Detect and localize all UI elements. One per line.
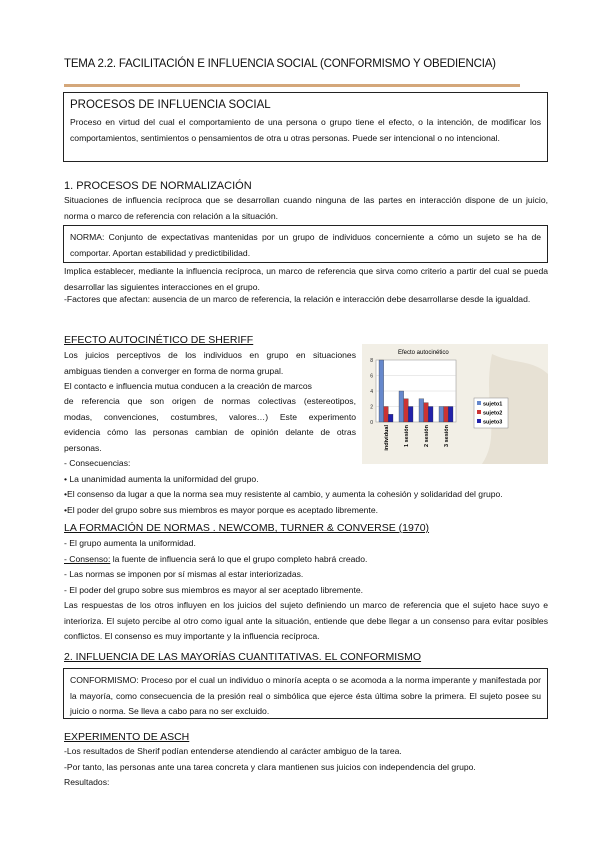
bullet-item: •El poder del grupo sobre sus miembros es mayor porque es aceptado libremente. <box>64 504 378 515</box>
legend-swatch <box>477 419 481 423</box>
y-tick-label: 2 <box>370 404 373 411</box>
sherif-line: personas. <box>64 442 102 453</box>
y-tick-label: 4 <box>370 389 373 395</box>
asch-heading: EXPERIMENTO DE ASCH <box>64 731 190 743</box>
bar-sujeto1 <box>419 399 424 422</box>
bar-sujeto3 <box>428 407 433 423</box>
bar-sujeto3 <box>388 414 393 422</box>
sec1-p1: Implica establecer, mediante la influencia recíproca, un marco de referencia que sirva como criterio a partir del cual se pueda desarrollar las siguientes interacciones en el grupo. <box>64 266 548 292</box>
title-divider <box>64 84 520 87</box>
bar-sujeto2 <box>424 403 429 422</box>
sherif-line: de referencia que son origen de normas colectivas (estereotipos, <box>64 396 356 406</box>
norma-box <box>63 225 548 263</box>
x-tick-label: 2 sesión <box>424 425 430 448</box>
formacion-item: - El grupo aumenta la uniformidad. <box>64 538 196 548</box>
formacion-item: - Las normas se imponen por sí mismas al estar interiorizadas. <box>64 569 304 579</box>
bar-sujeto2 <box>444 407 449 423</box>
x-tick-label: 3 sesión <box>444 425 450 448</box>
sherif-line: modas, convenciones, costumbres, valores…) Este experimento <box>64 411 356 422</box>
sec1-intro: Situaciones de influencia recíproca que se desarrollan cuando ninguna de las partes en interacción dispone de un juicio, norma o marco de referencia con relación a la situación. <box>64 195 548 221</box>
sherif-line: El contacto e influencia mutua conducen a la creación de marcos <box>64 381 312 391</box>
formacion-paragraph: Las respuestas de los otros influyen en los juicios del sujeto definiendo un marco de referencia que el sujeto hace suyo e interioriza. El sujeto percibe al otro como igual ante la situación, entiende que debe llegar a un consenso para evitar posibles conflictos. El consenso es muy importante y la influencia recíproca. <box>64 600 548 641</box>
bar-sujeto1 <box>439 407 444 423</box>
bullet-item: • La unanimidad aumenta la uniformidad del grupo. <box>64 473 259 484</box>
bar-sujeto3 <box>408 407 413 423</box>
autocinetico-chart <box>362 344 548 464</box>
consenso-label: - Consenso: <box>64 553 111 564</box>
page-title: TEMA 2.2. FACILITACIÓN E INFLUENCIA SOCIAL (CONFORMISMO Y OBEDIENCIA) <box>64 58 496 70</box>
x-tick-label: 1 sesión <box>404 425 410 448</box>
formacion-item <box>64 552 548 568</box>
sec2-heading: 2. INFLUENCIA DE LAS MAYORÍAS CUANTITATIVAS. EL CONFORMISMO <box>64 651 422 663</box>
sherif-line: ambiguas tienden a converger en forma de norma grupal. <box>64 365 284 376</box>
legend-swatch <box>477 401 481 405</box>
legend-label: sujeto3 <box>483 419 503 426</box>
sec1-p2: -Factores que afectan: ausencia de un marco de referencia, la relación e interacción debe desarrollarse desde la igualdad. <box>64 294 531 304</box>
consenso-text: la fuente de influencia será lo que el grupo completo habrá creado. <box>110 553 368 564</box>
y-tick-label: 8 <box>370 358 373 364</box>
asch-item: -Los resultados de Sherif podían entenderse atendiendo al carácter ambiguo de la tarea. <box>64 746 402 756</box>
formacion-heading: LA FORMACIÓN DE NORMAS . NEWCOMB, TURNER & CONVERSE (1970) <box>64 522 430 534</box>
bar-sujeto1 <box>379 360 384 422</box>
procesos-text: Proceso en virtud del cual el comportamiento de una persona o grupo tiene el efecto, o la intención, de modificar los comportamientos, sentimientos o pensamientos de otra u otras personas. Puede ser intencional o no intencional. <box>70 117 541 143</box>
y-tick-label: 6 <box>370 373 373 380</box>
procesos-box <box>63 92 548 162</box>
bullet-item: •El consenso da lugar a que la norma sea muy resistente al cambio, y aumenta la cohesión y solidaridad del grupo. <box>64 489 503 499</box>
bar-sujeto1 <box>399 391 404 422</box>
formacion-list <box>64 536 548 645</box>
sherif-line: evidencia cómo las personas cambian de opinión delante de otras <box>64 427 356 437</box>
asch-results-label: Resultados: <box>64 777 110 787</box>
conformismo-box <box>63 668 548 719</box>
procesos-heading: PROCESOS DE INFLUENCIA SOCIAL <box>70 99 271 111</box>
legend-label: sujeto2 <box>483 410 503 417</box>
bar-sujeto3 <box>448 407 453 423</box>
consecuencias-label: - Consecuencias: <box>64 458 131 468</box>
y-tick-label: 0 <box>370 420 373 426</box>
sherif-text <box>64 348 356 395</box>
bar-sujeto2 <box>384 407 389 423</box>
legend-label: sujeto1 <box>483 401 503 408</box>
chart-legend <box>474 398 508 428</box>
x-tick-label: individual <box>384 425 390 451</box>
asch-list <box>64 744 548 791</box>
bar-sujeto2 <box>404 399 409 422</box>
legend-swatch <box>477 410 481 414</box>
sherif-heading: EFECTO AUTOCINÉTICO DE SHERIFF <box>64 334 254 346</box>
sherif-line: Los juicios perceptivos de los individuos en grupo en situaciones <box>64 350 356 360</box>
sec1-heading: 1. PROCESOS DE NORMALIZACIÓN <box>64 180 252 192</box>
conformismo-text: CONFORMISMO: Proceso por el cual un individuo o minoría acepta o se acomoda a la norma imperante y manifestada por la mayoría, como consecuencia de la presión real o simbólica que ejerce ésta última sobre la primera. El sujeto posee su juicio o norma. Se lleva a cabo para no ser excluido. <box>70 675 541 716</box>
norma-text: NORMA: Conjunto de expectativas mantenidas por un grupo de individuos concerniente a cómo un sujeto se ha de comportar. Aportan estabilidad y predictibilidad. <box>70 232 541 258</box>
formacion-item: - El poder del grupo sobre sus miembros es mayor al ser aceptado libremente. <box>64 584 364 595</box>
asch-item: -Por tanto, las personas ante una tarea concreta y clara mantienen sus juicios con independencia del grupo. <box>64 761 476 772</box>
chart-title: Efecto autocinético <box>398 350 449 356</box>
